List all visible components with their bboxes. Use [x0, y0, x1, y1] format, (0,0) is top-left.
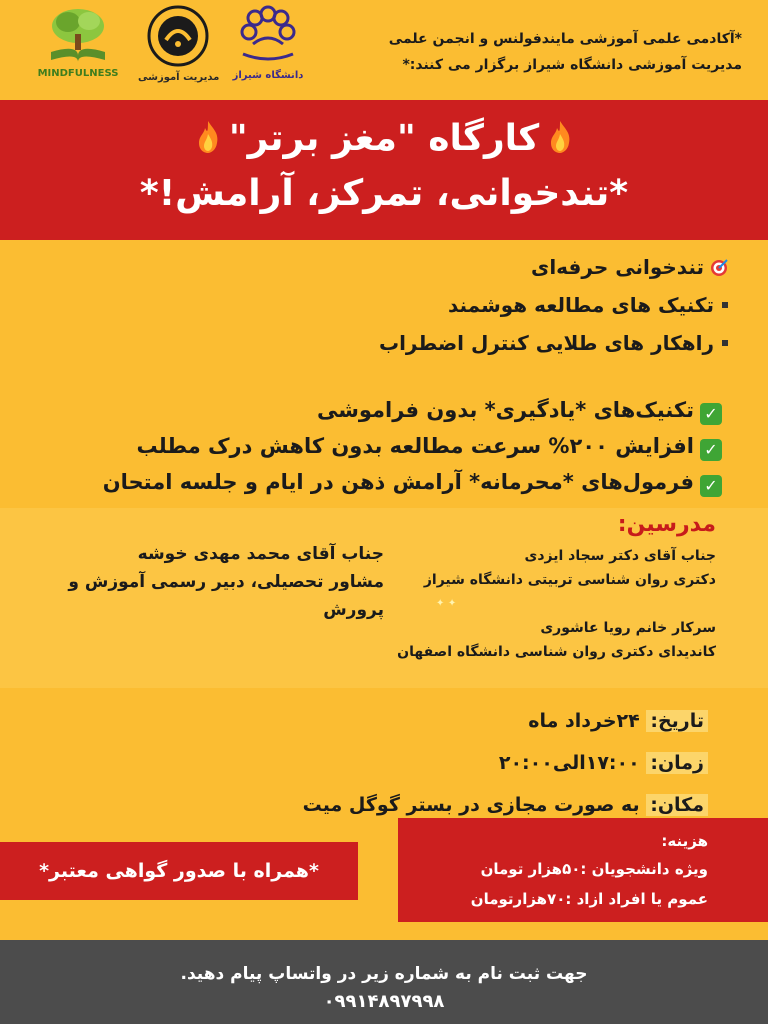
instructor-izadi	[396, 544, 716, 616]
instructors-title: مدرسین:	[617, 512, 716, 537]
topic-headline	[48, 248, 728, 286]
registration-text: جهت ثبت نام به شماره زیر در واتساپ پیام دهید.	[180, 964, 588, 984]
cost-title: هزینه:	[661, 832, 708, 850]
instructor-desc: مشاور تحصیلی، دبیر رسمی آموزش و پرورش	[68, 572, 384, 620]
organizers-text	[322, 26, 742, 78]
benefit-item: ✓فرمول‌های *محرمانه* آرامش ذهن در ایام و جلسه امتحان	[22, 464, 722, 500]
anjoman-logo	[138, 4, 218, 83]
footer	[0, 940, 768, 1024]
mindfulness-logo	[28, 4, 128, 79]
check-icon: ✓	[700, 439, 722, 461]
cost-public: عموم یا افراد ازاد :۷۰هزارتومان	[470, 890, 708, 908]
instructor-desc: کاندیدای دکتری روان شناسی دانشگاه اصفهان	[397, 644, 716, 660]
whatsapp-phone[interactable]: ۰۹۹۱۴۸۹۷۹۹۸	[323, 991, 445, 1012]
place-value: به صورت مجازی در بستر گوگل میت	[302, 794, 640, 816]
shiraz-university-logo	[228, 4, 308, 81]
topic-headline-text: تندخوانی حرفه‌ای	[530, 255, 704, 279]
instructor-desc: دکتری روان شناسی تربیتی دانشگاه شیراز	[423, 572, 716, 588]
instructor-name: جناب آقای دکتر سجاد ایزدی	[524, 548, 716, 564]
shiraz-caption: دانشگاه شیراز	[232, 70, 304, 81]
fire-icon	[195, 120, 221, 154]
date-row	[108, 700, 708, 742]
instructor-khousheh	[4, 540, 384, 624]
anjoman-caption: مدیریت آموزشی	[138, 72, 220, 83]
time-value: ۱۷:۰۰الی۲۰:۰۰	[498, 752, 640, 774]
time-row	[108, 742, 708, 784]
organizers-line-1: *آکادمی علمی آموزشی مایندفولنس و انجمن علمی	[388, 31, 742, 47]
tree-book-icon	[43, 4, 113, 64]
benefit-item: ✓تکنیک‌های *یادگیری* بدون فراموشی	[22, 392, 722, 428]
certificate-badge: *همراه با صدور گواهی معتبر*	[0, 842, 358, 900]
benefit-item: ✓افزایش ۲۰۰% سرعت مطالعه بدون کاهش درک مطلب	[22, 428, 722, 464]
bullet-icon	[722, 302, 728, 308]
title-banner	[0, 100, 768, 240]
organizers-line-2: مدیریت آموزشی دانشگاه شیراز برگزار می کنند:*	[402, 57, 742, 73]
shiraz-emblem-icon	[233, 4, 303, 66]
workshop-title-text: کارگاه "مغز برتر"	[228, 118, 540, 159]
anjoman-seal-icon	[146, 4, 210, 68]
instructor-ashouri	[396, 616, 716, 664]
topic-item: راهکار های طلایی کنترل اضطراب	[48, 324, 728, 362]
cost-box	[398, 818, 768, 922]
workshop-title	[0, 114, 768, 164]
target-icon	[710, 259, 728, 277]
instructor-name: جناب آقای محمد مهدی خوشه	[137, 544, 384, 564]
cost-students: ویژه دانشجویان :۵۰هزار تومان	[480, 860, 708, 878]
sparkle-icon: ✦ ✦	[436, 598, 457, 609]
header	[0, 0, 768, 100]
date-value: ۲۴خرداد ماه	[528, 710, 640, 732]
time-label: زمان:	[646, 752, 708, 774]
topic-item: تکنیک های مطالعه هوشمند	[48, 286, 728, 324]
date-label: تاریخ:	[646, 710, 708, 732]
cost-details	[408, 828, 708, 914]
place-label: مکان:	[646, 794, 708, 816]
topics-list	[48, 248, 728, 362]
benefits-list	[22, 392, 722, 500]
fire-icon	[547, 120, 573, 154]
mindfulness-caption: MINDFULNESS	[37, 68, 119, 79]
check-icon: ✓	[700, 403, 722, 425]
check-icon: ✓	[700, 475, 722, 497]
schedule	[108, 700, 708, 826]
bullet-icon	[722, 340, 728, 346]
workshop-subtitle: *تندخوانی، تمرکز، آرامش!*	[139, 173, 629, 214]
instructor-name: سرکار خانم رویا عاشوری	[540, 620, 716, 636]
